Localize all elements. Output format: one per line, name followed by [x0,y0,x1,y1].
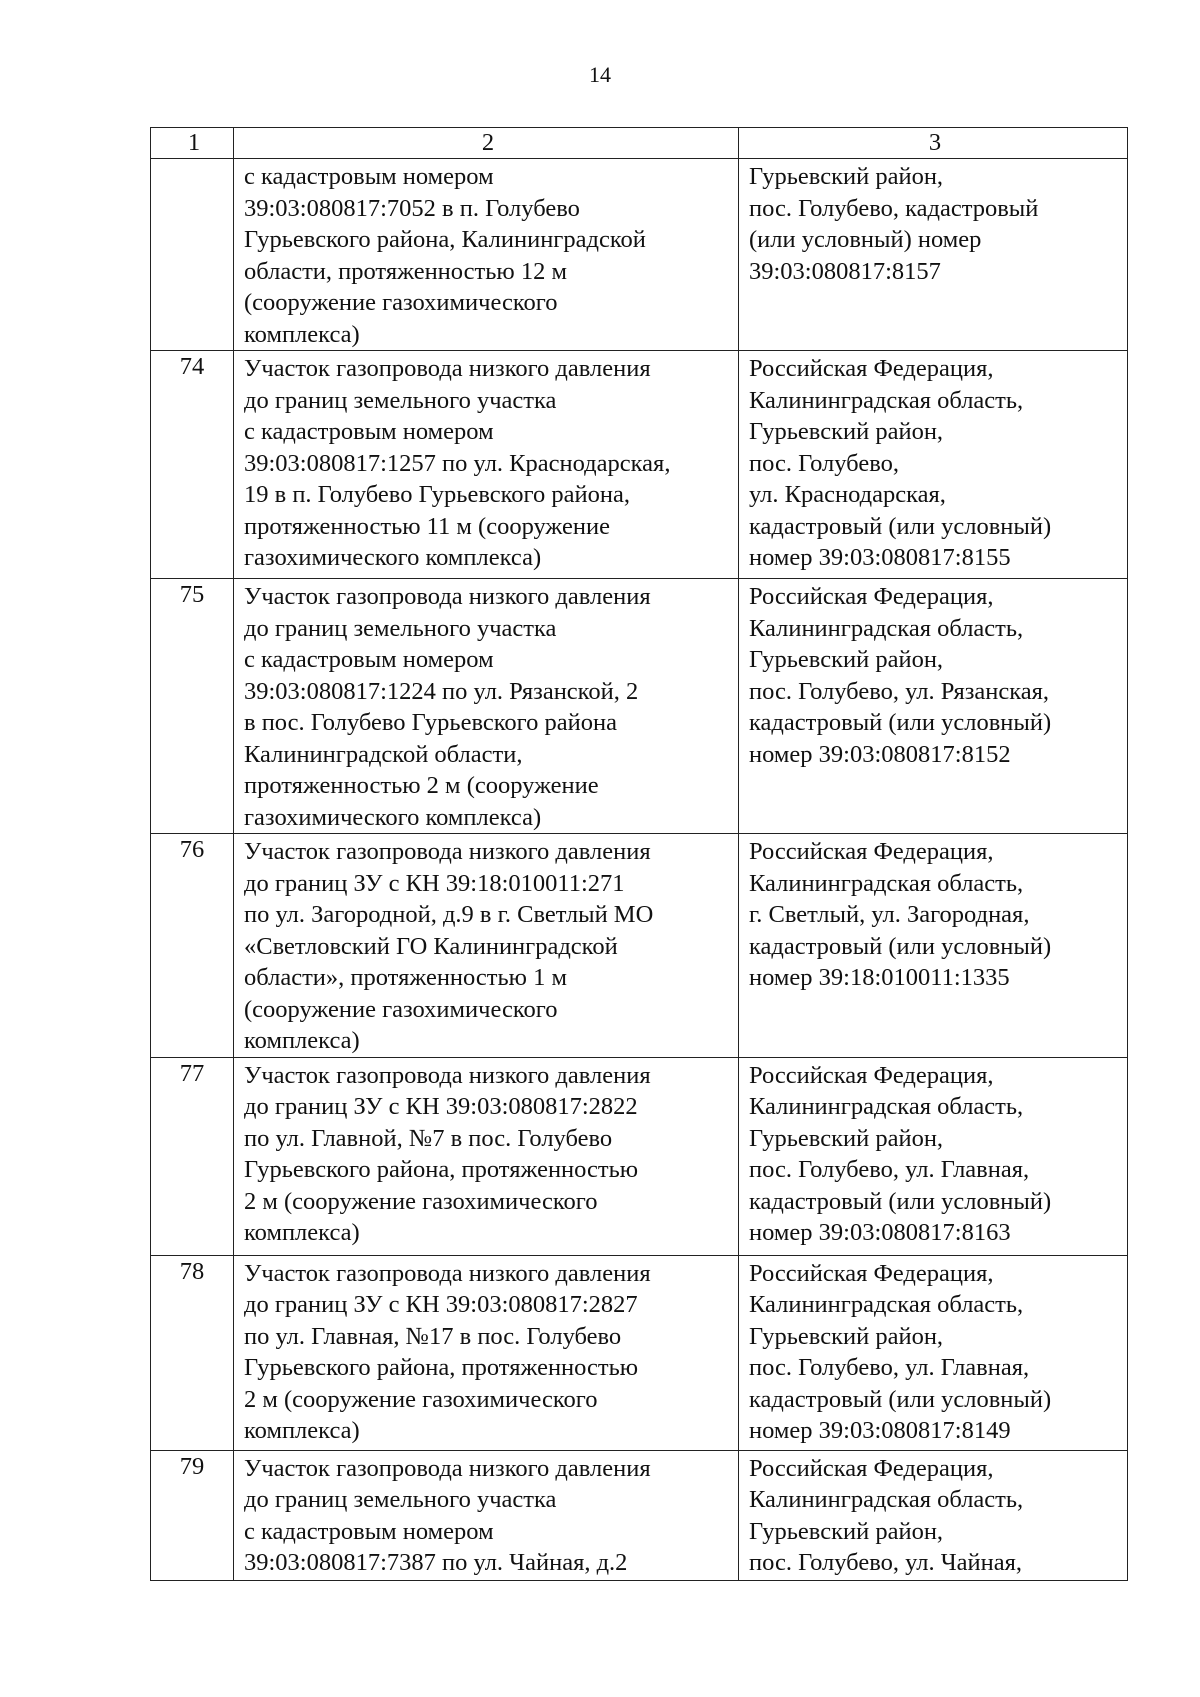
table-row [151,159,1128,351]
table-row [151,1255,1128,1450]
table-header-row [151,128,1128,159]
table-row [151,1450,1128,1580]
row-number: 75 [151,579,234,834]
table-row [151,351,1128,579]
row-location: Российская Федерация, Калининградская область, Гурьевский район, пос. Голубево, ул. Главная, кадастровый (или условный) номер 39:03:080817:8149 [739,1255,1128,1450]
row-description: Участок газопровода низкого давления до границ ЗУ с КН 39:03:080817:2827 по ул. Главная, №17 в пос. Голубево Гурьевского района, протяженностью 2 м (сооружение газохимического комплекса) [234,1255,739,1450]
row-location: Российская Федерация, Калининградская область, Гурьевский район, пос. Голубево, ул. Главная, кадастровый (или условный) номер 39:03:080817:8163 [739,1057,1128,1255]
row-location: Российская Федерация, Калининградская область, Гурьевский район, пос. Голубево, ул. Чайная, [739,1450,1128,1580]
row-description: с кадастровым номером 39:03:080817:7052 в п. Голубево Гурьевского района, Калининградской области, протяженностью 12 м (сооружение газохимического комплекса) [234,159,739,351]
objects-table [150,127,1128,1581]
row-number: 79 [151,1450,234,1580]
row-description: Участок газопровода низкого давления до границ ЗУ с КН 39:03:080817:2822 по ул. Главной, №7 в пос. Голубево Гурьевского района, протяженностью 2 м (сооружение газохимического комплекса) [234,1057,739,1255]
row-location: Российская Федерация, Калининградская область, Гурьевский район, пос. Голубево, ул. Рязанская, кадастровый (или условный) номер 39:03:080817:8152 [739,579,1128,834]
column-header-location: 3 [739,128,1128,159]
row-number: 76 [151,834,234,1058]
column-header-description: 2 [234,128,739,159]
row-number [151,159,234,351]
table-row [151,579,1128,834]
row-description: Участок газопровода низкого давления до границ земельного участка с кадастровым номером 39:03:080817:1257 по ул. Краснодарская, 19 в п. Голубево Гурьевского района, протяженностью 11 м (сооружение газохимического комплекса) [234,351,739,579]
page-number: 14 [589,62,611,87]
row-location: Российская Федерация, Калининградская область, Гурьевский район, пос. Голубево, ул. Краснодарская, кадастровый (или условный) номер 39:03:080817:8155 [739,351,1128,579]
row-description: Участок газопровода низкого давления до границ земельного участка с кадастровым номером 39:03:080817:1224 по ул. Рязанской, 2 в пос. Голубево Гурьевского района Калининградской области, протяженностью 2 м (сооружение газохимического комплекса) [234,579,739,834]
row-location: Российская Федерация, Калининградская область, г. Светлый, ул. Загородная, кадастровый (или условный) номер 39:18:010011:1335 [739,834,1128,1058]
table-row [151,1057,1128,1255]
row-location: Гурьевский район, пос. Голубево, кадастровый (или условный) номер 39:03:080817:8157 [739,159,1128,351]
row-number: 77 [151,1057,234,1255]
table-row [151,834,1128,1058]
row-description: Участок газопровода низкого давления до границ земельного участка с кадастровым номером 39:03:080817:7387 по ул. Чайная, д.2 [234,1450,739,1580]
column-header-number: 1 [151,128,234,159]
row-number: 78 [151,1255,234,1450]
row-number: 74 [151,351,234,579]
row-description: Участок газопровода низкого давления до границ ЗУ с КН 39:18:010011:271 по ул. Загородной, д.9 в г. Светлый МО «Светловский ГО Калининградской области», протяженностью 1 м (сооружение газохимического комплекса) [234,834,739,1058]
